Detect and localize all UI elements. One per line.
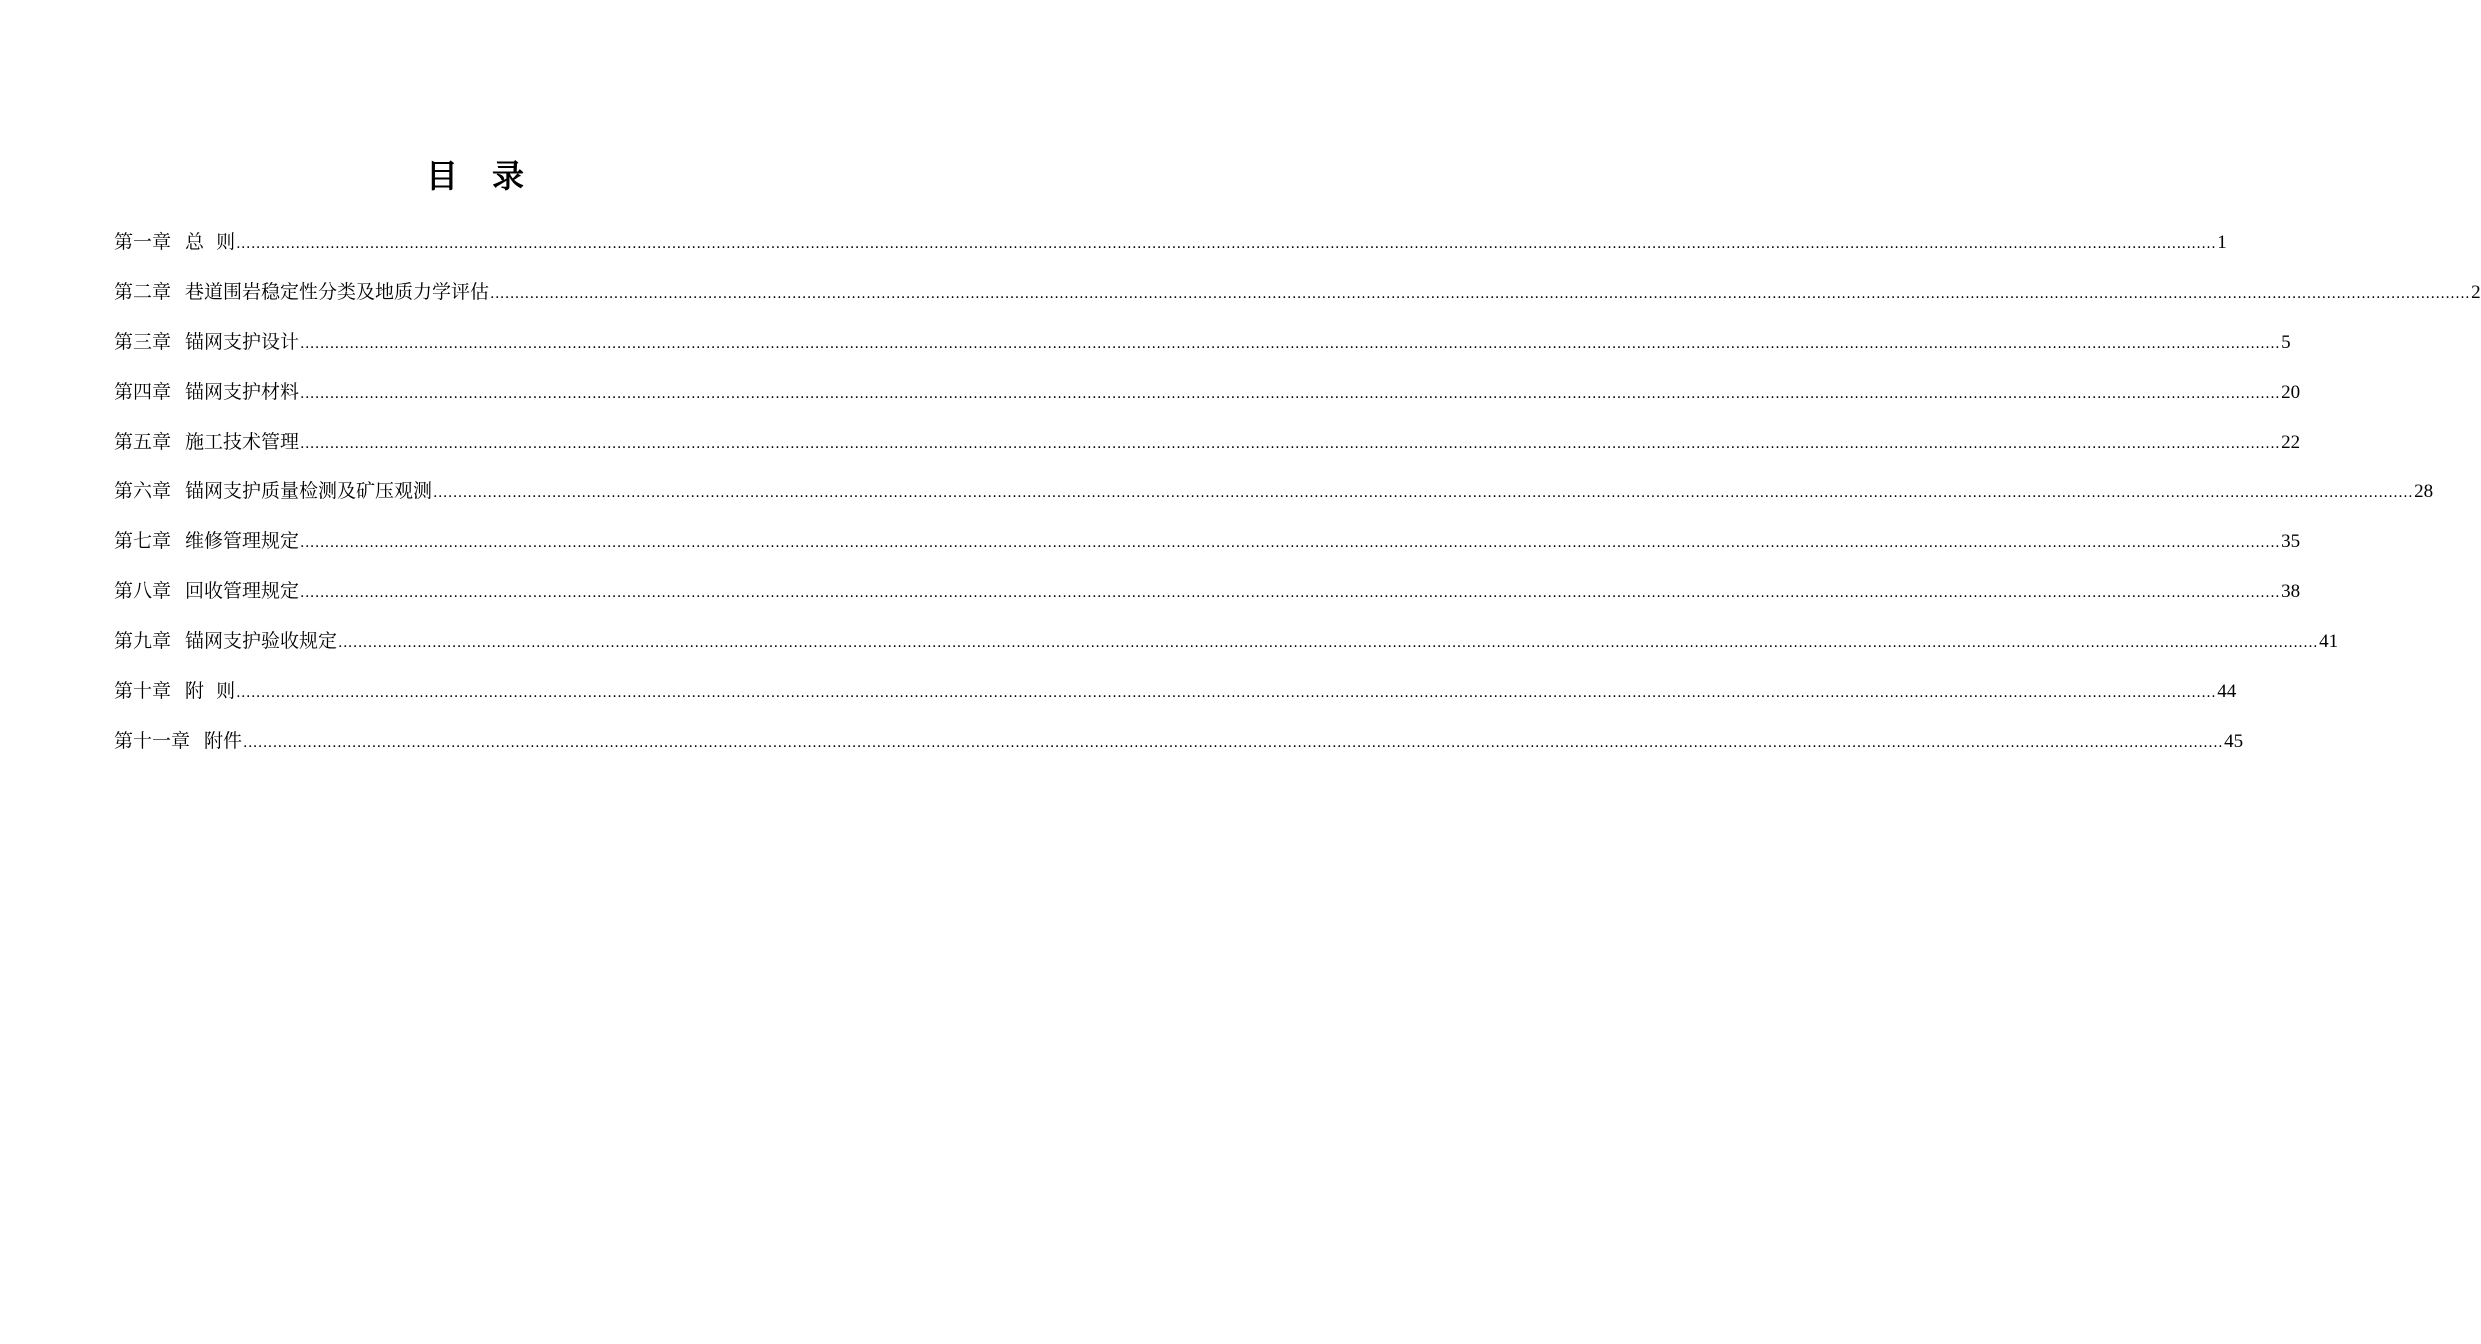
toc-chapter-number: 第三章 (114, 330, 172, 353)
toc-entry[interactable] (114, 318, 2291, 368)
toc-chapter-title: 施工技术管理 (185, 430, 300, 453)
toc-dot-leader: ................................................................................................................................................................................................................................................................................................................................................................................................................ (236, 685, 2217, 702)
toc-chapter-title: 附 则 (185, 680, 236, 703)
toc-entry[interactable] (114, 268, 2481, 318)
toc-chapter-title: 锚网支护质量检测及矿压观测 (185, 480, 433, 503)
toc-chapter-title: 锚网支护设计 (185, 330, 300, 353)
toc-dot-leader: ................................................................................................................................................................................................................................................................................................................................................................................................................ (236, 236, 2217, 252)
toc-page-number: 35 (2281, 531, 2301, 553)
toc-dot-leader: ................................................................................................................................................................................................................................................................................................................................................................................................................ (490, 285, 2471, 302)
toc-dot-leader: ................................................................................................................................................................................................................................................................................................................................................................................................................ (433, 485, 2414, 502)
toc-chapter-title: 锚网支护验收规定 (185, 630, 338, 653)
toc-chapter-number: 第七章 (114, 530, 172, 553)
toc-entry[interactable] (114, 467, 2434, 517)
toc-page-number: 45 (2224, 730, 2244, 752)
toc-chapter-number: 第九章 (114, 630, 172, 653)
toc-dot-leader: ................................................................................................................................................................................................................................................................................................................................................................................................................ (300, 385, 2281, 402)
toc-chapter-title: 锚网支护材料 (185, 380, 300, 403)
toc-entry[interactable] (114, 717, 2244, 767)
toc-chapter-title: 巷道围岩稳定性分类及地质力学评估 (185, 280, 490, 303)
toc-page-number: 41 (2319, 631, 2339, 653)
toc-chapter-title: 回收管理规定 (185, 580, 300, 603)
toc-page-number: 5 (2281, 331, 2291, 353)
toc-entry[interactable] (114, 368, 2301, 418)
toc-page-number: 2 (2471, 281, 2481, 303)
page-title (0, 152, 950, 200)
toc-page-number: 44 (2217, 681, 2237, 703)
toc-chapter-number: 第六章 (114, 480, 172, 503)
toc-dot-leader: ................................................................................................................................................................................................................................................................................................................................................................................................................ (300, 335, 2281, 352)
toc-chapter-title: 总 则 (185, 231, 236, 253)
toc-chapter-number: 第十一章 (114, 729, 191, 752)
toc-dot-leader: ................................................................................................................................................................................................................................................................................................................................................................................................................ (243, 734, 2224, 751)
toc-entry[interactable] (114, 517, 2301, 567)
toc-chapter-title: 附件 (204, 729, 243, 752)
toc-chapter-number: 第五章 (114, 430, 172, 453)
toc-page-number: 38 (2281, 581, 2301, 603)
toc-entry[interactable] (114, 218, 2227, 268)
toc-chapter-number: 第一章 (114, 231, 172, 253)
toc-dot-leader: ................................................................................................................................................................................................................................................................................................................................................................................................................ (300, 585, 2281, 602)
toc-page-number: 1 (2217, 232, 2227, 253)
toc-chapter-number: 第十章 (114, 680, 172, 703)
table-of-contents (114, 218, 2481, 767)
toc-chapter-title: 维修管理规定 (185, 530, 300, 553)
toc-entry[interactable] (114, 617, 2339, 667)
toc-page-number: 22 (2281, 431, 2301, 453)
toc-dot-leader: ................................................................................................................................................................................................................................................................................................................................................................................................................ (300, 535, 2281, 552)
toc-entry[interactable] (114, 567, 2301, 617)
title-char-1: 目 (425, 157, 458, 195)
toc-dot-leader: ................................................................................................................................................................................................................................................................................................................................................................................................................ (338, 635, 2319, 652)
toc-page-number: 28 (2414, 481, 2434, 503)
toc-chapter-number: 第四章 (114, 380, 172, 403)
toc-entry[interactable] (114, 667, 2237, 717)
toc-page-number: 20 (2281, 381, 2301, 403)
toc-dot-leader: ................................................................................................................................................................................................................................................................................................................................................................................................................ (300, 435, 2281, 452)
toc-chapter-number: 第二章 (114, 280, 172, 303)
toc-chapter-number: 第八章 (114, 580, 172, 603)
title-char-2: 录 (492, 157, 525, 195)
toc-entry[interactable] (114, 418, 2301, 468)
